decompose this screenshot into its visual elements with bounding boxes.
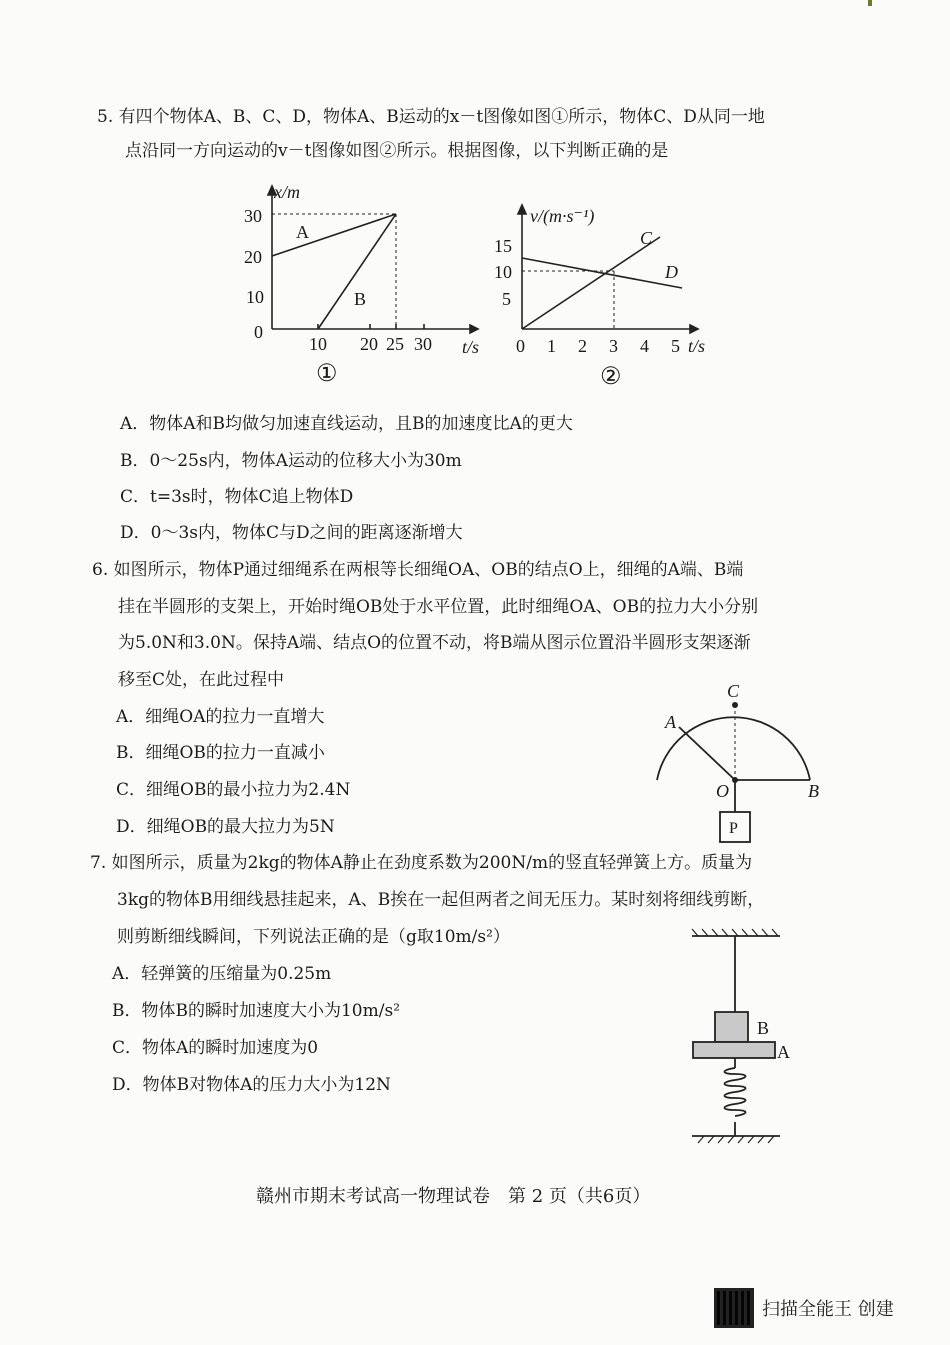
q5-option-d: D．0～3s内，物体C与D之间的距离逐渐增大 xyxy=(120,523,463,543)
fig1-ytick: 30 xyxy=(244,206,262,226)
label-B: B xyxy=(757,1018,770,1038)
q5-option-b: B．0～25s内，物体A运动的位移大小为30m xyxy=(120,451,462,471)
q7-line-2: 3kg的物体B用细线悬挂起来，A、B挨在一起但两者之间无压力。某时刻将细线剪断， xyxy=(117,890,765,910)
watermark-text: 扫描全能王 创建 xyxy=(762,1299,894,1320)
label-A: A xyxy=(665,712,676,732)
q7-line-3: 则剪断细线瞬间，下列说法正确的是（g取10m/s²） xyxy=(117,927,510,947)
spring xyxy=(725,1068,746,1116)
q6-line-4: 移至C处，在此过程中 xyxy=(118,670,285,690)
fig1-xtick: 20 xyxy=(360,334,378,354)
fig2-xtick: 5 xyxy=(671,336,680,356)
label-O: O xyxy=(716,781,729,801)
fig2-ylabel: v/(m·s⁻¹) xyxy=(530,206,595,226)
q7-option-b: B．物体B的瞬时加速度大小为10m/s² xyxy=(112,1001,401,1021)
label-B: B xyxy=(808,781,819,801)
fig1-xtick: 25 xyxy=(386,334,404,354)
fig1-ytick: 20 xyxy=(244,247,262,267)
q7-line-1: 7. 如图所示，质量为2kg的物体A静止在劲度系数为200N/m的竖直轻弹簧上方。质量为 xyxy=(90,853,753,873)
block-B xyxy=(715,1012,748,1042)
line-B xyxy=(318,214,396,329)
line-C xyxy=(522,237,660,329)
fig2-xtick: 4 xyxy=(640,336,649,356)
q6-line-2: 挂在半圆形的支架上，开始时绳OB处于水平位置，此时细绳OA、OB的拉力大小分别 xyxy=(118,597,759,617)
fig1-ytick: 10 xyxy=(246,287,264,307)
label-A: A xyxy=(777,1042,790,1062)
rope-OA xyxy=(679,727,735,780)
figure-x-t-graph xyxy=(268,186,478,333)
qr-code-icon xyxy=(714,1288,754,1328)
fig1-xlabel: t/s xyxy=(462,337,480,357)
q6-option-d: D．细绳OB的最大拉力为5N xyxy=(116,817,335,837)
fig2-xtick: 2 xyxy=(578,336,587,356)
fig1-caption: ① xyxy=(316,361,338,387)
fig2-caption: ② xyxy=(600,364,622,390)
q6-line-1: 6. 如图所示，物体P通过细绳系在两根等长细绳OA、OB的结点O上，细绳的A端、B端 xyxy=(92,560,744,580)
q5-option-a: A．物体A和B均做匀加速直线运动，且B的加速度比A的更大 xyxy=(120,414,573,434)
t-axis-arrow xyxy=(470,325,478,333)
fig2-label-C: C xyxy=(640,228,653,248)
page-footer: 赣州市期末考试高一物理试卷 第 2 页（共6页） xyxy=(256,1186,651,1207)
q6-option-b: B．细绳OB的拉力一直减小 xyxy=(116,743,325,763)
fig2-xlabel: t/s xyxy=(688,336,706,356)
q6-option-a: A．细绳OA的拉力一直增大 xyxy=(116,707,325,727)
fig2-ytick: 5 xyxy=(502,289,511,309)
q5-option-c: C．t=3s时，物体C追上物体D xyxy=(120,487,354,507)
fig2-ytick: 10 xyxy=(494,262,512,282)
label-P: P xyxy=(729,820,738,837)
fig2-xtick: 3 xyxy=(609,336,618,356)
fig2-ytick: 15 xyxy=(494,236,512,256)
q7-option-a: A．轻弹簧的压缩量为0.25m xyxy=(112,964,332,984)
line-A xyxy=(272,214,396,256)
scanner-watermark xyxy=(714,1288,894,1328)
q7-option-c: C．物体A的瞬时加速度为0 xyxy=(112,1038,319,1058)
fig1-label-B: B xyxy=(354,289,367,309)
q7-option-d: D．物体B对物体A的压力大小为12N xyxy=(112,1075,391,1095)
line-D xyxy=(522,258,682,288)
q6-option-c: C．细绳OB的最小拉力为2.4N xyxy=(116,780,351,800)
fig1-xtick: 30 xyxy=(414,334,432,354)
fig1-ylabel: x/m xyxy=(274,182,300,202)
q5-line-1: 5. 有四个物体A、B、C、D，物体A、B运动的x－t图像如图①所示，物体C、D从同一地 xyxy=(97,107,765,127)
fig1-ytick: 0 xyxy=(254,322,263,342)
fig1-xtick: 10 xyxy=(309,334,327,354)
block-A xyxy=(693,1042,775,1058)
fig2-xtick: 0 xyxy=(516,336,525,356)
fig1-label-A: A xyxy=(296,222,309,242)
fig2-label-D: D xyxy=(665,262,678,282)
label-C: C xyxy=(727,681,740,701)
fig2-xtick: 1 xyxy=(547,336,556,356)
q6-line-3: 为5.0N和3.0N。保持A端、结点O的位置不动，将B端从图示位置沿半圆形支架逐渐 xyxy=(118,633,751,653)
q5-line-2: 点沿同一方向运动的v－t图像如图②所示。根据图像，以下判断正确的是 xyxy=(125,141,669,161)
